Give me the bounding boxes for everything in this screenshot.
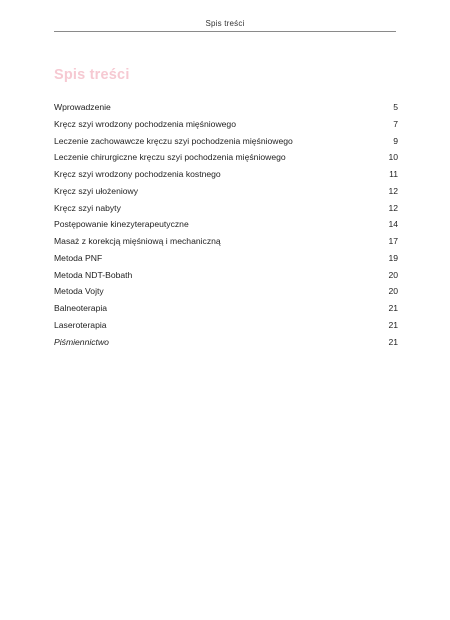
toc-entry-label: Metoda Vojty <box>54 286 104 297</box>
toc-entry[interactable] <box>54 320 398 337</box>
toc-entry-page: 12 <box>388 202 398 213</box>
toc-entry-label: Kręcz szyi ułożeniowy <box>54 185 139 196</box>
toc-entry[interactable] <box>54 270 398 287</box>
toc-entry[interactable] <box>54 203 398 220</box>
toc-entry-label: Balneoterapia <box>54 303 108 313</box>
toc-entry[interactable] <box>54 286 398 303</box>
toc-entry[interactable] <box>54 169 398 186</box>
toc-entry-page: 21 <box>388 319 398 330</box>
toc-entry-label: Metoda NDT-Bobath <box>54 269 133 280</box>
toc-entry[interactable] <box>54 253 398 270</box>
toc-entry[interactable] <box>54 303 398 320</box>
toc-entry[interactable] <box>54 152 398 169</box>
header-rule <box>54 31 396 32</box>
toc-entry-label: Laseroterapia <box>54 319 107 330</box>
toc-entry-page: 14 <box>388 219 398 230</box>
toc-entry-page: 19 <box>388 252 398 263</box>
toc-entry-page: 20 <box>388 286 398 297</box>
toc-list <box>54 102 398 353</box>
toc-entry[interactable] <box>54 136 398 153</box>
toc-entry-page: 11 <box>389 169 398 179</box>
toc-entry-label: Leczenie chirurgiczne kręczu szyi pochodzenia mięśniowego <box>54 152 286 163</box>
toc-entry[interactable] <box>54 219 398 236</box>
toc-entry[interactable] <box>54 186 398 203</box>
toc-entry-page: 10 <box>388 152 398 163</box>
toc-entry-label: Postępowanie kinezyterapeutyczne <box>54 219 189 230</box>
toc-entry-bibliography[interactable] <box>54 337 398 354</box>
toc-entry[interactable] <box>54 119 398 136</box>
toc-title: Spis treści <box>54 67 130 83</box>
toc-entry-label: Masaż z korekcją mięśniową i mechaniczną <box>54 236 221 246</box>
toc-entry-label: Kręcz szyi nabyty <box>54 202 121 213</box>
toc-entry-page: 20 <box>388 269 398 280</box>
toc-entry-label: Kręcz szyi wrodzony pochodzenia mięśniowego <box>54 118 236 129</box>
toc-entry-page: 9 <box>393 135 398 146</box>
running-header: Spis treści <box>205 19 245 28</box>
toc-entry-page: 17 <box>388 236 398 246</box>
toc-entry-page: 12 <box>388 185 398 196</box>
toc-entry-label: Wprowadzenie <box>54 102 111 112</box>
toc-entry-label: Kręcz szyi wrodzony pochodzenia kostnego <box>54 169 221 179</box>
toc-entry-page: 21 <box>388 336 398 347</box>
toc-entry-label: Leczenie zachowawcze kręczu szyi pochodzenia mięśniowego <box>54 135 293 146</box>
toc-entry-page: 7 <box>393 118 398 129</box>
toc-entry[interactable] <box>54 236 398 253</box>
toc-entry-label: Metoda PNF <box>54 252 103 263</box>
toc-entry-page: 5 <box>393 102 398 112</box>
toc-entry[interactable] <box>54 102 398 119</box>
toc-entry-page: 21 <box>388 303 398 313</box>
toc-entry-label: Piśmiennictwo <box>54 336 109 347</box>
